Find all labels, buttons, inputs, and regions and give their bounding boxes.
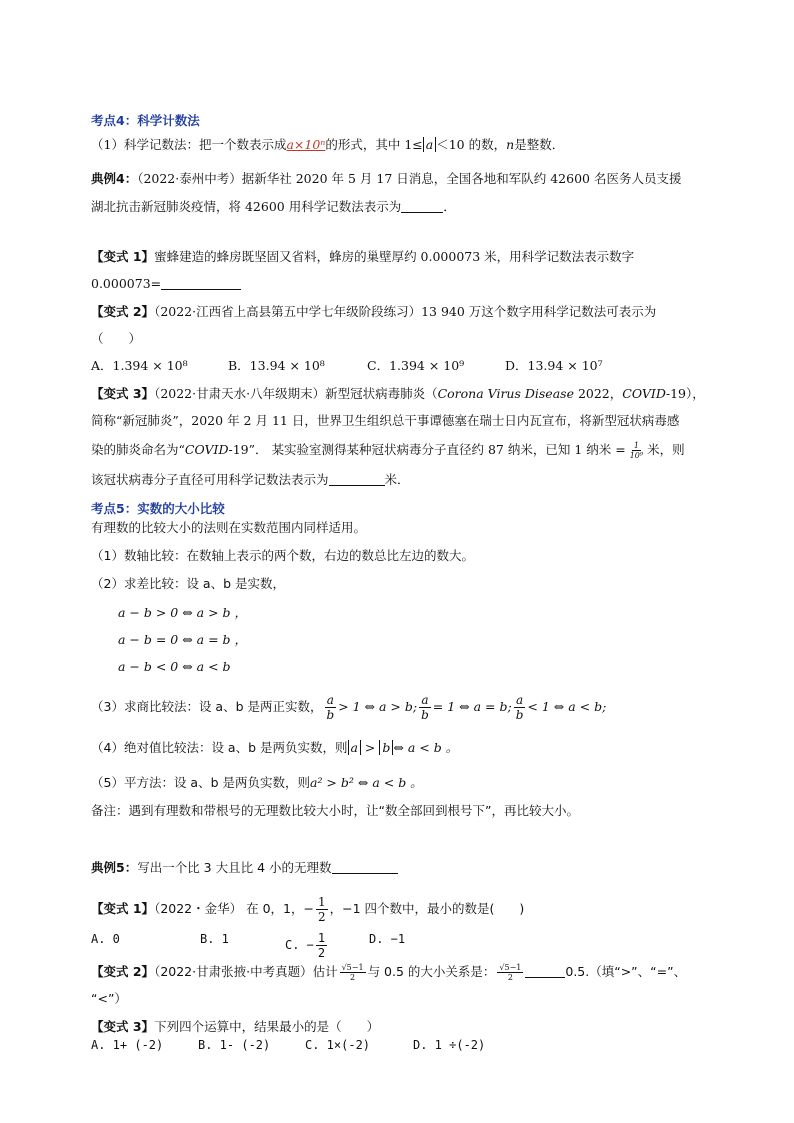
variant-label: 【变式 3】 xyxy=(91,1019,155,1034)
answer-blank[interactable] xyxy=(525,965,565,978)
denominator: b xyxy=(326,708,335,722)
text: 染的肺炎命名为“ xyxy=(91,442,185,457)
text: 与 0.5 的大小关系是： xyxy=(367,964,496,979)
variant-4-2-line2: （ ） xyxy=(91,331,142,346)
kp5-item-5 xyxy=(91,775,423,791)
variant-4-1-text2: 0.000073= xyxy=(91,276,162,291)
def-n: n xyxy=(506,137,515,152)
variant-4-3-line3 xyxy=(91,441,685,460)
kp5-eq-3: a − b < 0 ⇔ a < b xyxy=(118,659,231,674)
text: 米． xyxy=(384,472,410,487)
variant-label: 【变式 1】 xyxy=(91,901,155,916)
numerator: a xyxy=(326,693,334,707)
variant-5-1-option-c[interactable] xyxy=(285,931,329,960)
abs-a: a xyxy=(348,740,361,755)
fraction-a-over-b xyxy=(419,693,431,722)
kp5-item-3 xyxy=(91,693,606,722)
text: = 1 ⇔ a = b; xyxy=(432,699,512,714)
def-text-a: （1）科学记数法：把一个数表示成 xyxy=(91,137,287,152)
kp5-item-4 xyxy=(91,740,458,756)
example-5-text: 写出一个比 3 大且比 4 小的无理数 xyxy=(137,860,332,875)
text: ⇔ a < b 。 xyxy=(393,740,459,755)
variant-5-1-option-d[interactable]: D. −1 xyxy=(369,932,406,946)
text: 该冠状病毒分子直径可用科学记数法表示为 xyxy=(91,472,329,487)
fraction-1-over-2 xyxy=(316,895,328,924)
def-text-b: 的形式，其中 1≤ xyxy=(325,137,423,152)
text: （2022·甘肃张掖·中考真题）估计 xyxy=(154,964,338,979)
answer-blank[interactable] xyxy=(332,861,398,874)
variant-5-2-line1 xyxy=(91,963,686,982)
numerator: 1 xyxy=(317,931,326,945)
kp5-intro: 有理数的比较大小的法则在实数范围内同样适用。 xyxy=(91,520,367,535)
text: > xyxy=(360,740,380,755)
answer-blank[interactable] xyxy=(329,473,385,486)
numerator: √5−1 xyxy=(499,963,522,972)
denominator: 2 xyxy=(350,973,356,982)
example-4-text1: （2022·泰州中考）据新华社 2020 年 5 月 17 日消息，全国各地和军队约 42600 名医务人员支援 xyxy=(137,171,682,186)
denominator: 2 xyxy=(317,910,326,924)
text: > 1 ⇔ a > b; xyxy=(338,699,418,714)
variant-4-2-option-b[interactable]: B．13.94 × 10⁸ xyxy=(228,358,325,373)
variant-4-2-option-c[interactable]: C．1.394 × 10⁹ xyxy=(367,358,465,373)
kp5-eq-2: a − b = 0 ⇔ a = b ， xyxy=(118,632,248,647)
text: 0.5.（填“>”、“=”、 xyxy=(565,964,687,979)
variant-5-3-option-c[interactable]: C. 1×(-2) xyxy=(305,1038,371,1052)
def-text-d: 是整数． xyxy=(514,137,565,152)
text: （2022·甘肃天水·八年级期末）新型冠状病毒肺炎（ xyxy=(154,386,438,401)
variant-label: 【变式 2】 xyxy=(91,964,155,979)
variant-5-2-line2: “<”） xyxy=(91,991,127,1006)
kp5-item-1: （1）数轴比较：在数轴上表示的两个数，右边的数总比左边的数大。 xyxy=(91,548,474,563)
denominator: b xyxy=(515,708,524,722)
text: COVID xyxy=(184,442,229,457)
example-5-label: 典例5： xyxy=(91,860,138,875)
text: 米，则 xyxy=(647,442,685,457)
text: COVID xyxy=(622,386,666,401)
numerator: a xyxy=(515,693,524,707)
fraction-a-over-b xyxy=(514,693,526,722)
text: （5）平方法：设 a、b 是两负实数，则 xyxy=(91,775,310,790)
example-4-end: ． xyxy=(443,199,456,214)
numerator: a xyxy=(421,693,429,707)
fraction-1-over-2 xyxy=(316,931,327,960)
variant-4-3-line2: 简称“新冠肺炎”，2020 年 2 月 11 日，世界卫生组织总干事谭德塞在瑞士日内瓦宣布，将新型冠状病毒感 xyxy=(91,413,680,428)
text: 下列四个运算中，结果最小的是（ ） xyxy=(154,1019,380,1034)
denominator: 10⁹ xyxy=(629,451,644,460)
variant-4-3-line1 xyxy=(91,386,705,402)
variant-4-2-line1 xyxy=(91,304,656,320)
variant-5-1-option-b[interactable]: B. 1 xyxy=(200,932,229,946)
variant-4-1-text: 蜜蜂建造的蜂房既坚固又省料，蜂房的巢壁厚约 0.000073 米，用科学记数法表示数字 xyxy=(154,249,635,264)
text: （4）绝对值比较法：设 a、b 是两负实数，则 xyxy=(91,740,348,755)
denominator: 2 xyxy=(507,973,513,982)
example-4-line1 xyxy=(91,171,681,187)
variant-label: 【变式 2】 xyxy=(91,304,155,319)
fraction-sqrt5-minus1-over-2 xyxy=(497,963,523,982)
example-4-label: 典例4： xyxy=(91,171,138,186)
example-4-line2 xyxy=(91,199,456,215)
kp5-note: 备注：遇到有理数和带根号的无理数比较大小时，让“数全部回到根号下”，再比较大小。 xyxy=(91,803,579,818)
text: -19”． 某实验室测得某种冠状病毒分子直径约 87 纳米，已知 1 纳米 = xyxy=(228,442,626,457)
text: （3）求商比较法：设 a、b 是两正实数， xyxy=(91,699,323,714)
text: （2022・金华） 在 0，1，− xyxy=(154,901,314,916)
fraction-a-over-b xyxy=(325,693,337,722)
variant-4-1-line1 xyxy=(91,249,634,265)
text: a² > b² ⇔ a < b 。 xyxy=(310,775,423,790)
abs-b: b xyxy=(379,740,393,755)
variant-4-2-option-a[interactable]: A．1.394 × 10⁸ xyxy=(91,358,188,373)
kp5-eq-1: a − b > 0 ⇔ a > b ， xyxy=(118,605,248,620)
variant-4-2-option-d[interactable]: D．13.94 × 10⁷ xyxy=(505,358,603,373)
variant-5-3-option-b[interactable]: B. 1- (-2) xyxy=(198,1038,271,1052)
variant-4-2-text: （2022·江西省上高县第五中学七年级阶段练习）13 940 万这个数字用科学记数法可表示为 xyxy=(154,304,657,319)
variant-label: 【变式 3】 xyxy=(91,386,155,401)
text: < 1 ⇔ a < b; xyxy=(527,699,607,714)
variant-4-1-line2 xyxy=(91,276,241,292)
text: C. − xyxy=(285,938,314,952)
variant-label: 【变式 1】 xyxy=(91,249,155,264)
kp5-item-2: （2）求差比较：设 a、b 是实数， xyxy=(91,576,285,591)
answer-blank[interactable] xyxy=(161,277,241,290)
variant-5-3-option-a[interactable]: A. 1+ (-2) xyxy=(91,1038,164,1052)
numerator: 1 xyxy=(317,895,326,909)
variant-4-3-line4 xyxy=(91,472,410,488)
def-abs-a: a xyxy=(423,137,436,152)
fraction-1-over-10e9 xyxy=(628,441,645,460)
section-title-kp5: 考点5：实数的大小比较 xyxy=(91,501,225,516)
def-form: a×10ⁿ xyxy=(286,137,326,152)
definition-scientific-notation xyxy=(91,137,564,153)
variant-5-3-option-d[interactable]: D. 1 ÷(-2) xyxy=(413,1038,486,1052)
text: Corona Virus Disease xyxy=(437,386,574,401)
denominator: 2 xyxy=(317,946,326,960)
variant-5-1-option-a[interactable]: A. 0 xyxy=(91,932,120,946)
fraction-sqrt5-minus1-over-2 xyxy=(340,963,366,982)
numerator: 1 xyxy=(633,441,639,450)
text: -19）， xyxy=(665,386,705,401)
variant-5-1 xyxy=(91,895,524,924)
variant-5-3 xyxy=(91,1019,379,1035)
denominator: b xyxy=(421,708,429,722)
answer-blank[interactable] xyxy=(401,200,443,213)
example-4-text2: 湖北抗击新冠肺炎疫情，将 42600 用科学记数法表示为 xyxy=(91,199,402,214)
text: ，−1 四个数中，最小的数是( ) xyxy=(329,901,525,916)
section-title-kp4: 考点4：科学计数法 xyxy=(91,113,200,128)
def-text-c: ＜10 的数， xyxy=(436,137,507,152)
example-5 xyxy=(91,860,398,876)
numerator: √5−1 xyxy=(341,963,364,972)
text: 2022， xyxy=(573,386,623,401)
